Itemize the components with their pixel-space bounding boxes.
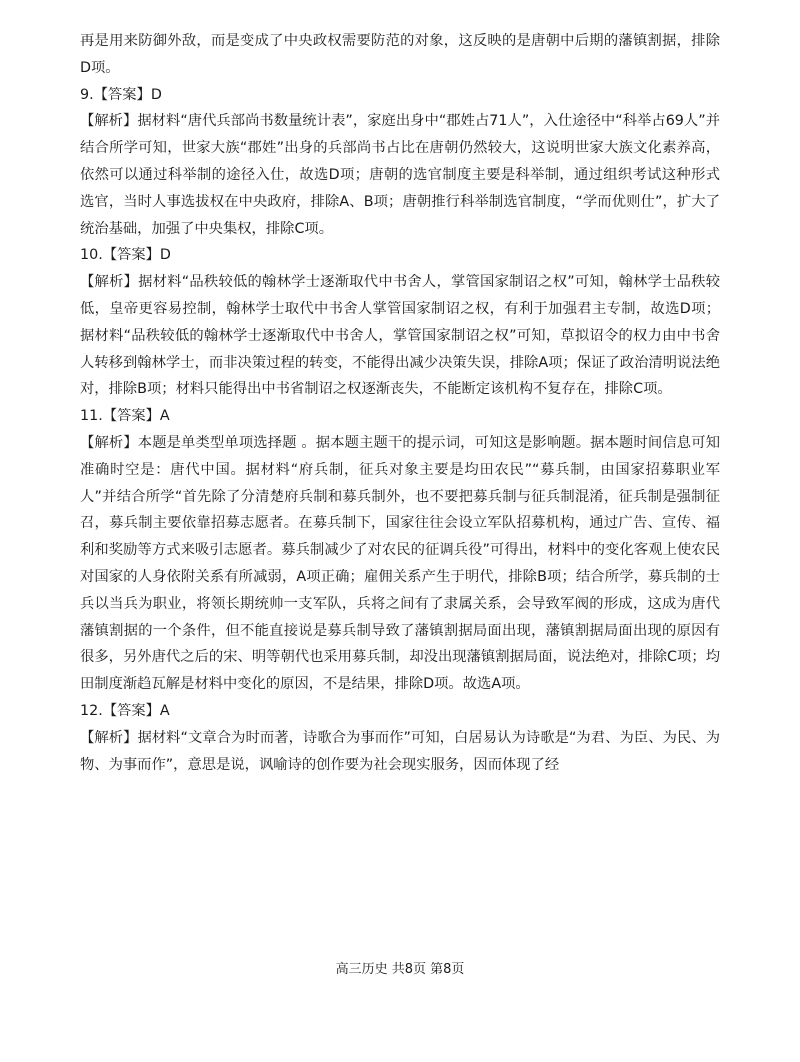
document-body [80, 28, 720, 778]
page-footer: 高三历史 共8页 第8页 [335, 962, 465, 977]
answer-heading: 9.【答案】D [80, 86, 162, 103]
answer-item-9 [80, 82, 720, 243]
answer-heading: 10.【答案】D [80, 247, 171, 264]
answer-item-12 [80, 698, 720, 778]
continuation-paragraph: 再是用来防御外敌，而是变成了中央政权需要防范的对象，这反映的是唐朝中后期的藩镇割据，排除D项。 [80, 33, 720, 76]
analysis-paragraph: 【解析】据材料“品秩较低的翰林学士逐渐取代中书舍人，掌管国家制诏之权”可知，翰林学士品秩较低，皇帝更容易控制，翰林学士取代中书舍人掌管国家制诏之权，有利于加强君主专制，故选D项；据材料“品秩较低的翰林学士逐渐取代中书舍人，掌管国家制诏之权”可知，草拟诏令的权力由中书舍人转移到翰林学士，而非决策过程的转变，不能得出减少决策失误，排除A项；保证了政治清明说法绝对，排除B项；材料只能得出中书省制诏之权逐渐丧失，不能断定该机构不复存在，排除C项。 [80, 274, 720, 398]
analysis-paragraph: 【解析】据材料“文章合为时而著，诗歌合为事而作”可知，白居易认为诗歌是“为君、为臣、为民、为物、为事而作”，意思是说，讽喻诗的创作要为社会现实服务，因而体现了经 [80, 729, 720, 773]
answer-item-11 [80, 403, 720, 698]
analysis-paragraph: 【解析】据材料“唐代兵部尚书数量统计表”，家庭出身中“郡姓占71人”，入仕途径中“科举占69人”并结合所学可知，世家大族“郡姓”出身的兵部尚书占比在唐朝仍然较大，这说明世家大族文化素养高，依然可以通过科举制的途径入仕，故选D项；唐朝的选官制度主要是科举制，通过组织考试这种形式选官，当时人事选拔权在中央政府，排除A、B项；唐朝推行科举制选官制度，“学而优则仕”，扩大了统治基础，加强了中央集权，排除C项。 [80, 113, 720, 237]
answer-item-10 [80, 242, 720, 403]
answer-heading: 11.【答案】A [80, 408, 170, 425]
answer-heading: 12.【答案】A [80, 702, 170, 719]
analysis-paragraph: 【解析】本题是单类型单项选择题 。据本题主题干的提示词，可知这是影响题。据本题时间信息可知准确时空是：唐代中国。据材料“府兵制，征兵对象主要是均田农民”“募兵制，由国家招募职业军人”并结合所学“首先除了分清楚府兵制和募兵制外，也不要把募兵制与征兵制混淆，征兵制是强制征召，募兵制主要依靠招募志愿者。在募兵制下，国家往往会设立军队招募机构，通过广告、宣传、福利和奖励等方式来吸引志愿者。募兵制减少了对农民的征调兵役”可得出，材料中的变化客观上使农民对国家的人身依附关系有所减弱，A项正确；雇佣关系产生于明代，排除B项；结合所学，募兵制的士兵以当兵为职业，将领长期统帅一支军队，兵将之间有了隶属关系，会导致军阀的形成，这成为唐代藩镇割据的一个条件，但不能直接说是募兵制导致了藩镇割据局面出现，藩镇割据局面出现的原因有很多，另外唐代之后的宋、明等朝代也采用募兵制，却没出现藩镇割据局面，说法绝对，排除C项；均田制度渐趋瓦解是材料中变化的原因，不是结果，排除D项。故选A项。 [80, 434, 720, 693]
